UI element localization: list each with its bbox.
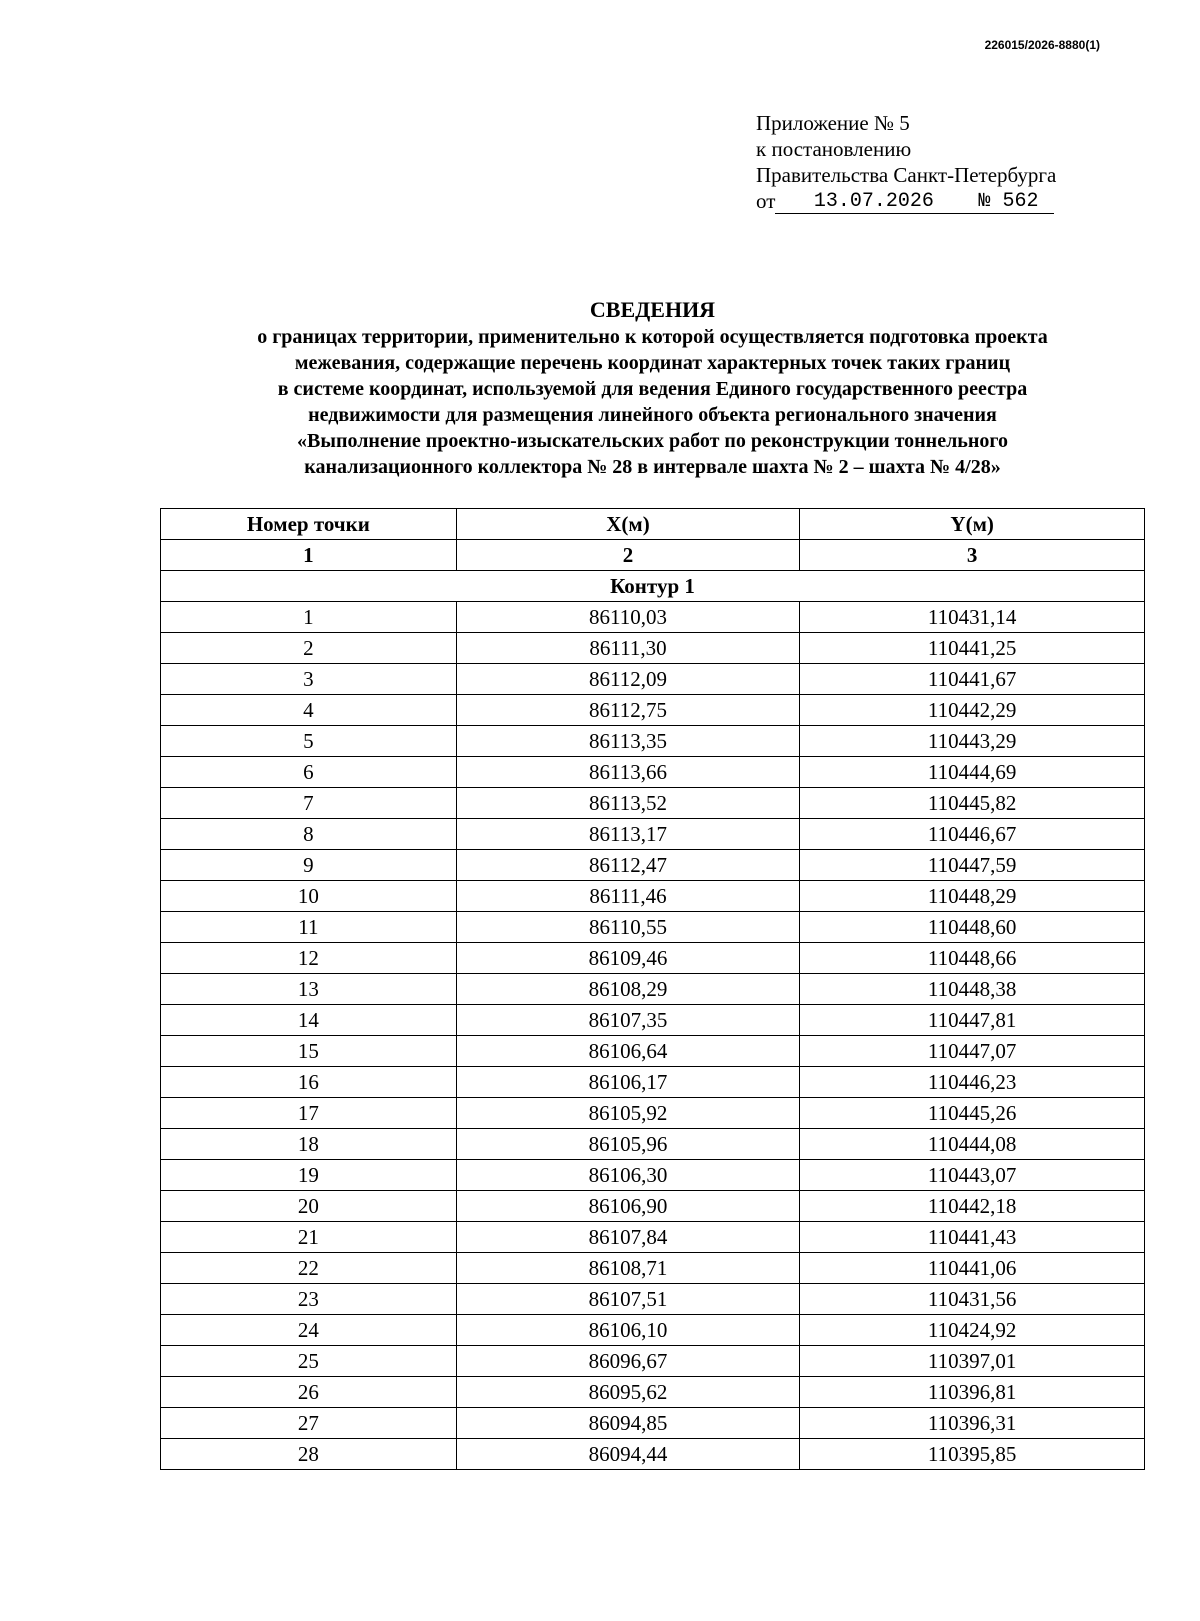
coordinates-table [160,508,1145,1470]
x-coordinate-cell: 86106,10 [456,1315,800,1346]
table-row [161,1408,1145,1439]
y-coordinate-cell: 110431,56 [800,1284,1145,1315]
title-line-4: недвижимости для размещения линейного объекта регионального значения [308,404,997,426]
y-coordinate-cell: 110447,81 [800,1005,1145,1036]
table-row [161,726,1145,757]
contour-label: Контур 1 [161,571,1145,602]
y-coordinate-cell: 110396,31 [800,1408,1145,1439]
table-row [161,1439,1145,1470]
appendix-block [756,110,1106,214]
x-coordinate-cell: 86110,03 [456,602,800,633]
y-coordinate-cell: 110443,07 [800,1160,1145,1191]
point-number-cell: 24 [161,1315,457,1346]
y-coordinate-cell: 110447,59 [800,850,1145,881]
table-row [161,633,1145,664]
table-row [161,943,1145,974]
table-row [161,1036,1145,1067]
x-coordinate-cell: 86094,44 [456,1439,800,1470]
table-row [161,1005,1145,1036]
x-coordinate-cell: 86105,92 [456,1098,800,1129]
x-coordinate-cell: 86109,46 [456,943,800,974]
x-coordinate-cell: 86106,90 [456,1191,800,1222]
y-coordinate-cell: 110448,60 [800,912,1145,943]
y-coordinate-cell: 110448,38 [800,974,1145,1005]
table-row [161,602,1145,633]
table-row [161,881,1145,912]
y-coordinate-cell: 110444,69 [800,757,1145,788]
title-line-2: межевания, содержащие перечень координат характерных точек таких границ [294,352,1011,374]
document-title [160,296,1145,480]
y-coordinate-cell: 110448,66 [800,943,1145,974]
point-number-cell: 26 [161,1377,457,1408]
table-row [161,1222,1145,1253]
appendix-line-2: к постановлению [756,137,912,161]
x-coordinate-cell: 86111,30 [456,633,800,664]
x-coordinate-cell: 86105,96 [456,1129,800,1160]
table-row [161,1377,1145,1408]
point-number-cell: 6 [161,757,457,788]
contour-row [161,571,1145,602]
title-line-5: «Выполнение проектно-изыскательских работ по реконструкции тоннельного [296,430,1008,452]
table-row [161,757,1145,788]
title-line-3: в системе координат, используемой для ведения Единого государственного реестра [277,378,1028,400]
point-number-cell: 2 [161,633,457,664]
y-coordinate-cell: 110446,23 [800,1067,1145,1098]
x-coordinate-cell: 86113,35 [456,726,800,757]
title-line-1: о границах территории, применительно к которой осуществляется подготовка проекта [257,326,1048,348]
table-row [161,788,1145,819]
x-coordinate-cell: 86107,84 [456,1222,800,1253]
x-coordinate-cell: 86113,66 [456,757,800,788]
x-coordinate-cell: 86095,62 [456,1377,800,1408]
table-row [161,1098,1145,1129]
y-coordinate-cell: 110431,14 [800,602,1145,633]
point-number-cell: 3 [161,664,457,695]
x-coordinate-cell: 86096,67 [456,1346,800,1377]
table-row [161,1284,1145,1315]
point-number-cell: 7 [161,788,457,819]
y-coordinate-cell: 110445,26 [800,1098,1145,1129]
table-row [161,974,1145,1005]
y-coordinate-cell: 110444,08 [800,1129,1145,1160]
x-coordinate-cell: 86106,17 [456,1067,800,1098]
appendix-date-line [756,188,1106,214]
x-coordinate-cell: 86108,71 [456,1253,800,1284]
table-row [161,695,1145,726]
y-coordinate-cell: 110445,82 [800,788,1145,819]
y-coordinate-cell: 110441,67 [800,664,1145,695]
point-number-cell: 21 [161,1222,457,1253]
point-number-cell: 27 [161,1408,457,1439]
document-id: 226015/2026-8880(1) [984,38,1100,52]
point-number-cell: 20 [161,1191,457,1222]
point-number-cell: 17 [161,1098,457,1129]
table-header-row [161,509,1145,540]
y-coordinate-cell: 110447,07 [800,1036,1145,1067]
y-coordinate-cell: 110441,06 [800,1253,1145,1284]
x-coordinate-cell: 86112,47 [456,850,800,881]
point-number-cell: 5 [161,726,457,757]
table-row [161,850,1145,881]
x-coordinate-cell: 86112,09 [456,664,800,695]
column-number-row [161,540,1145,571]
number-label: № [978,190,991,213]
point-number-cell: 25 [161,1346,457,1377]
x-coordinate-cell: 86107,51 [456,1284,800,1315]
appendix-line-1: Приложение № 5 [756,111,910,135]
point-number-cell: 9 [161,850,457,881]
decree-number-field [972,191,1054,214]
point-number-cell: 8 [161,819,457,850]
table-row [161,1129,1145,1160]
header-point-number: Номер точки [161,509,457,540]
column-number: 1 [161,540,457,571]
x-coordinate-cell: 86112,75 [456,695,800,726]
y-coordinate-cell: 110396,81 [800,1377,1145,1408]
y-coordinate-cell: 110441,43 [800,1222,1145,1253]
point-number-cell: 14 [161,1005,457,1036]
point-number-cell: 13 [161,974,457,1005]
x-coordinate-cell: 86107,35 [456,1005,800,1036]
point-number-cell: 10 [161,881,457,912]
point-number-cell: 16 [161,1067,457,1098]
y-coordinate-cell: 110442,18 [800,1191,1145,1222]
point-number-cell: 12 [161,943,457,974]
table-row [161,912,1145,943]
x-coordinate-cell: 86113,52 [456,788,800,819]
x-coordinate-cell: 86110,55 [456,912,800,943]
x-coordinate-cell: 86113,17 [456,819,800,850]
y-coordinate-cell: 110446,67 [800,819,1145,850]
x-coordinate-cell: 86106,30 [456,1160,800,1191]
x-coordinate-cell: 86094,85 [456,1408,800,1439]
y-coordinate-cell: 110424,92 [800,1315,1145,1346]
table-row [161,1346,1145,1377]
point-number-cell: 18 [161,1129,457,1160]
title-line-6: канализационного коллектора № 28 в интервале шахта № 2 – шахта № 4/28» [304,456,1001,478]
table-row [161,1160,1145,1191]
header-x: X(м) [456,509,800,540]
column-number: 2 [456,540,800,571]
y-coordinate-cell: 110442,29 [800,695,1145,726]
y-coordinate-cell: 110397,01 [800,1346,1145,1377]
y-coordinate-cell: 110441,25 [800,633,1145,664]
header-y: Y(м) [800,509,1145,540]
table-row [161,664,1145,695]
title-heading: СВЕДЕНИЯ [589,297,716,322]
y-coordinate-cell: 110448,29 [800,881,1145,912]
point-number-cell: 4 [161,695,457,726]
point-number-cell: 22 [161,1253,457,1284]
table-row [161,1067,1145,1098]
column-number: 3 [800,540,1145,571]
point-number-cell: 23 [161,1284,457,1315]
table-row [161,819,1145,850]
y-coordinate-cell: 110395,85 [800,1439,1145,1470]
table-row [161,1191,1145,1222]
x-coordinate-cell: 86106,64 [456,1036,800,1067]
table-row [161,1253,1145,1284]
point-number-cell: 11 [161,912,457,943]
point-number-cell: 28 [161,1439,457,1470]
decree-number: 562 [1002,190,1039,213]
point-number-cell: 19 [161,1160,457,1191]
point-number-cell: 1 [161,602,457,633]
y-coordinate-cell: 110443,29 [800,726,1145,757]
table-row [161,1315,1145,1346]
appendix-line-3: Правительства Санкт-Петербурга [756,163,1057,187]
point-number-cell: 15 [161,1036,457,1067]
from-label: от [756,189,776,213]
decree-date: 13.07.2026 [775,191,972,214]
x-coordinate-cell: 86111,46 [456,881,800,912]
x-coordinate-cell: 86108,29 [456,974,800,1005]
